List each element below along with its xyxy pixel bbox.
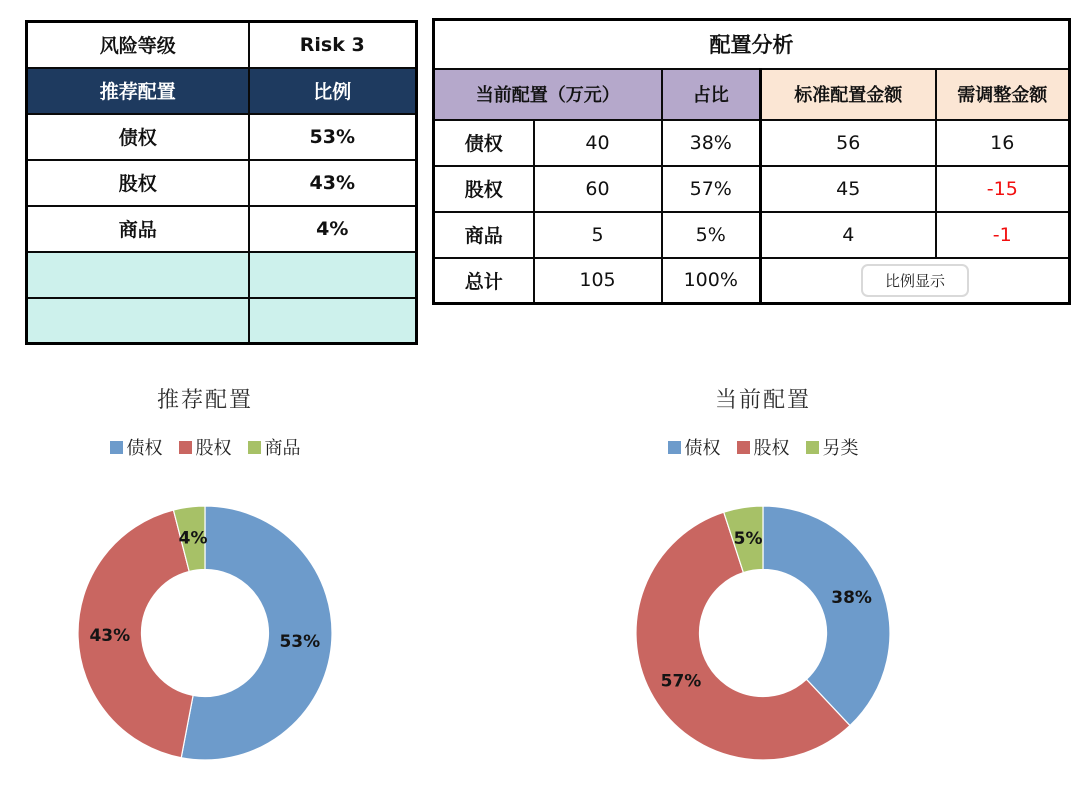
legend-swatch-icon	[737, 441, 750, 454]
table-header-row	[27, 68, 417, 114]
legend-swatch-icon	[248, 441, 261, 454]
standard-cell: 4	[761, 212, 936, 258]
standard-amount-header: 标准配置金额	[761, 69, 936, 120]
asset-name-cell: 商品	[434, 212, 534, 258]
donut-chart	[631, 501, 895, 765]
total-share-cell: 100%	[662, 258, 761, 304]
asset-ratio-cell: 43%	[249, 160, 417, 206]
legend-item	[737, 434, 790, 460]
empty-row	[27, 252, 417, 298]
empty-cell	[249, 252, 417, 298]
chart-legend	[588, 434, 938, 460]
current-allocation-header: 当前配置（万元）	[434, 69, 662, 120]
legend-label: 商品	[264, 438, 301, 459]
legend-item	[248, 434, 301, 460]
adjust-cell: -1	[936, 212, 1070, 258]
table-row	[27, 22, 417, 68]
amount-cell: 60	[534, 166, 662, 212]
legend-label: 另类	[822, 438, 859, 459]
empty-row	[27, 298, 417, 344]
recommended-allocation-chart	[30, 383, 380, 783]
asset-name-cell: 股权	[27, 160, 249, 206]
risk-level-label: 风险等级	[27, 22, 249, 68]
total-row	[434, 258, 1070, 304]
empty-cell	[27, 252, 249, 298]
asset-name-cell: 股权	[434, 166, 534, 212]
chart-title: 推荐配置	[156, 388, 253, 413]
legend-swatch-icon	[179, 441, 192, 454]
slice-percentage-label: 4%	[178, 528, 208, 549]
chart-legend	[30, 434, 380, 460]
legend-swatch-icon	[668, 441, 681, 454]
adjust-amount-header: 需调整金额	[936, 69, 1070, 120]
button-cell	[761, 258, 1070, 304]
risk-level-value: Risk 3	[249, 22, 417, 68]
ratio-header: 比例	[249, 68, 417, 114]
legend-item	[179, 434, 232, 460]
table-row	[27, 114, 417, 160]
adjust-cell: -15	[936, 166, 1070, 212]
legend-label: 债权	[126, 438, 163, 459]
recommended-allocation-table	[25, 20, 418, 345]
table-row	[434, 212, 1070, 258]
asset-ratio-cell: 53%	[249, 114, 417, 160]
legend-label: 股权	[195, 438, 232, 459]
asset-name-cell: 商品	[27, 206, 249, 252]
share-cell: 57%	[662, 166, 761, 212]
slice-percentage-label: 57%	[660, 671, 702, 692]
standard-cell: 45	[761, 166, 936, 212]
ratio-display-button[interactable]: 比例显示	[861, 264, 969, 297]
asset-name-cell: 债权	[27, 114, 249, 160]
table-title-row	[434, 20, 1070, 69]
recommended-allocation-header: 推荐配置	[27, 68, 249, 114]
standard-cell: 56	[761, 120, 936, 166]
amount-cell: 40	[534, 120, 662, 166]
donut-slice	[763, 506, 890, 726]
share-cell: 38%	[662, 120, 761, 166]
legend-label: 股权	[753, 438, 790, 459]
table-row	[434, 120, 1070, 166]
table-row	[27, 206, 417, 252]
current-allocation-chart	[588, 383, 938, 783]
table-row	[434, 166, 1070, 212]
total-label-cell: 总计	[434, 258, 534, 304]
legend-label: 债权	[684, 438, 721, 459]
amount-cell: 5	[534, 212, 662, 258]
analysis-table-title: 配置分析	[434, 20, 1070, 69]
slice-percentage-label: 38%	[831, 587, 872, 608]
legend-item	[806, 434, 859, 460]
empty-cell	[27, 298, 249, 344]
table-header-row	[434, 69, 1070, 120]
share-cell: 5%	[662, 212, 761, 258]
legend-item	[668, 434, 721, 460]
donut-chart	[73, 501, 337, 765]
legend-swatch-icon	[806, 441, 819, 454]
asset-name-cell: 债权	[434, 120, 534, 166]
total-amount-cell: 105	[534, 258, 662, 304]
table-row	[27, 160, 417, 206]
slice-percentage-label: 5%	[733, 528, 763, 549]
share-header: 占比	[662, 69, 761, 120]
slice-percentage-label: 53%	[279, 632, 321, 652]
legend-swatch-icon	[110, 441, 123, 454]
allocation-analysis-table	[432, 18, 1071, 305]
slice-percentage-label: 43%	[89, 626, 131, 646]
asset-ratio-cell: 4%	[249, 206, 417, 252]
legend-item	[110, 434, 163, 460]
chart-title: 当前配置	[714, 388, 811, 413]
empty-cell	[249, 298, 417, 344]
adjust-cell: 16	[936, 120, 1070, 166]
